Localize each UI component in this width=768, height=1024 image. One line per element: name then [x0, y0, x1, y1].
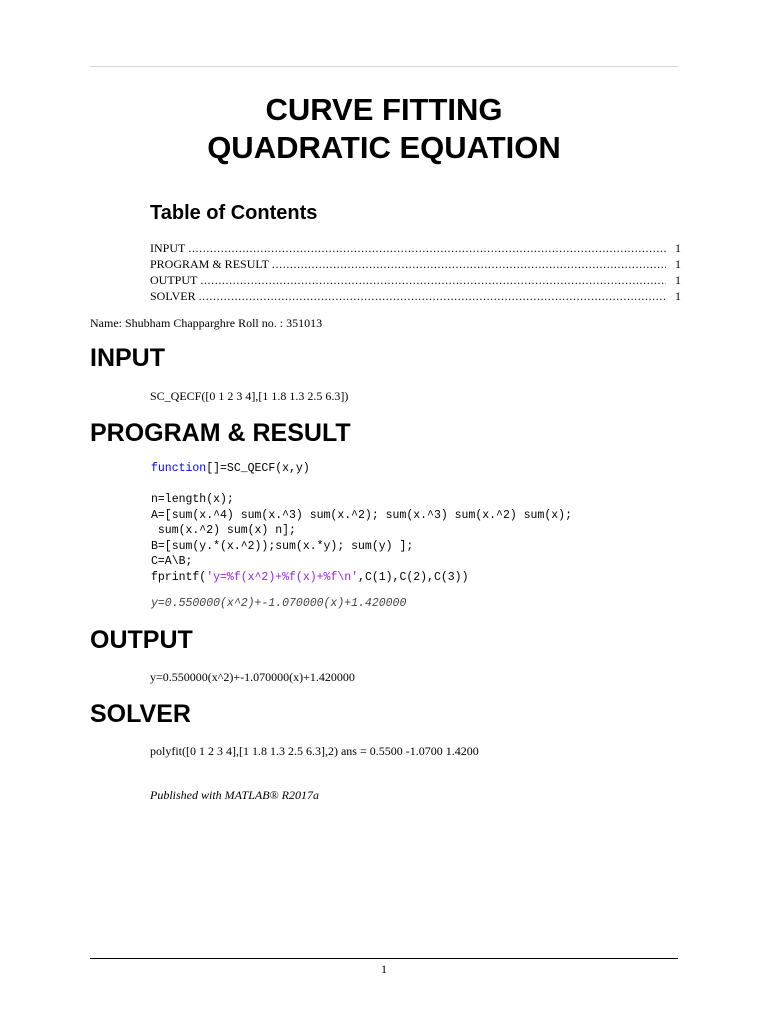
toc-entry-label[interactable]: SOLVER — [150, 289, 196, 303]
toc-entry-page: 1 — [675, 273, 681, 287]
code-string: 'y=%f(x^2)+%f(x)+%f\n' — [206, 570, 359, 584]
document-title-line1: CURVE FITTING — [265, 92, 503, 127]
code-line: C=A\B; — [151, 555, 193, 568]
solver-text: polyfit([0 1 2 3 4],[1 1.8 1.3 2.5 6.3],2) ans = 0.5500 -1.0700 1.4200 — [150, 744, 479, 758]
toc-entry-program-result[interactable] — [150, 256, 681, 272]
toc-entry-input[interactable] — [150, 240, 681, 256]
toc-dot-leader — [200, 272, 666, 288]
toc-entry-page: 1 — [675, 257, 681, 271]
toc-dot-leader — [188, 240, 666, 256]
output-text: y=0.550000(x^2)+-1.070000(x)+1.420000 — [150, 670, 355, 684]
code-line — [151, 570, 572, 586]
section-heading-solver: SOLVER — [90, 700, 191, 728]
table-of-contents — [150, 240, 681, 304]
code-block — [151, 461, 572, 585]
toc-dot-leader — [272, 256, 666, 272]
code-line: B=[sum(y.*(x.^2));sum(x.*y); sum(y) ]; — [151, 539, 414, 553]
page-number: 1 — [381, 962, 387, 976]
input-text: SC_QECF([0 1 2 3 4],[1 1.8 1.3 2.5 6.3]) — [150, 389, 349, 403]
code-text: fprintf( — [151, 570, 207, 584]
toc-entry-page: 1 — [675, 241, 681, 255]
code-text: []=SC_QECF(x,y) — [206, 462, 310, 475]
top-rule — [90, 66, 678, 67]
section-heading-program-result: PROGRAM & RESULT — [90, 419, 351, 447]
code-line: n=length(x); — [151, 493, 234, 506]
program-result-output: y=0.550000(x^2)+-1.070000(x)+1.420000 — [151, 597, 407, 610]
code-line-blank — [151, 477, 572, 493]
section-heading-input: INPUT — [90, 344, 165, 372]
code-keyword: function — [151, 462, 207, 475]
code-line — [151, 461, 572, 477]
toc-entry-solver[interactable] — [150, 288, 681, 304]
toc-entry-page: 1 — [675, 289, 681, 303]
toc-entry-label[interactable]: OUTPUT — [150, 273, 198, 287]
published-with-note: Published with MATLAB® R2017a — [150, 788, 320, 802]
document-title-line2: QUADRATIC EQUATION — [207, 130, 561, 165]
bottom-rule — [90, 958, 678, 959]
toc-entry-label[interactable]: INPUT — [150, 241, 186, 255]
section-heading-output: OUTPUT — [90, 626, 193, 654]
code-line: sum(x.^2) sum(x) n]; — [151, 524, 296, 537]
toc-entry-output[interactable] — [150, 272, 681, 288]
toc-dot-leader — [199, 288, 666, 304]
code-line: A=[sum(x.^4) sum(x.^3) sum(x.^2); sum(x.^3) sum(x.^2) sum(x); — [151, 508, 572, 522]
code-text: ,C(1),C(2),C(3)) — [358, 570, 469, 584]
toc-entry-label[interactable]: PROGRAM & RESULT — [150, 257, 269, 271]
author-line: Name: Shubham Chapparghre Roll no. : 351013 — [90, 316, 323, 330]
toc-heading: Table of Contents — [150, 202, 318, 224]
